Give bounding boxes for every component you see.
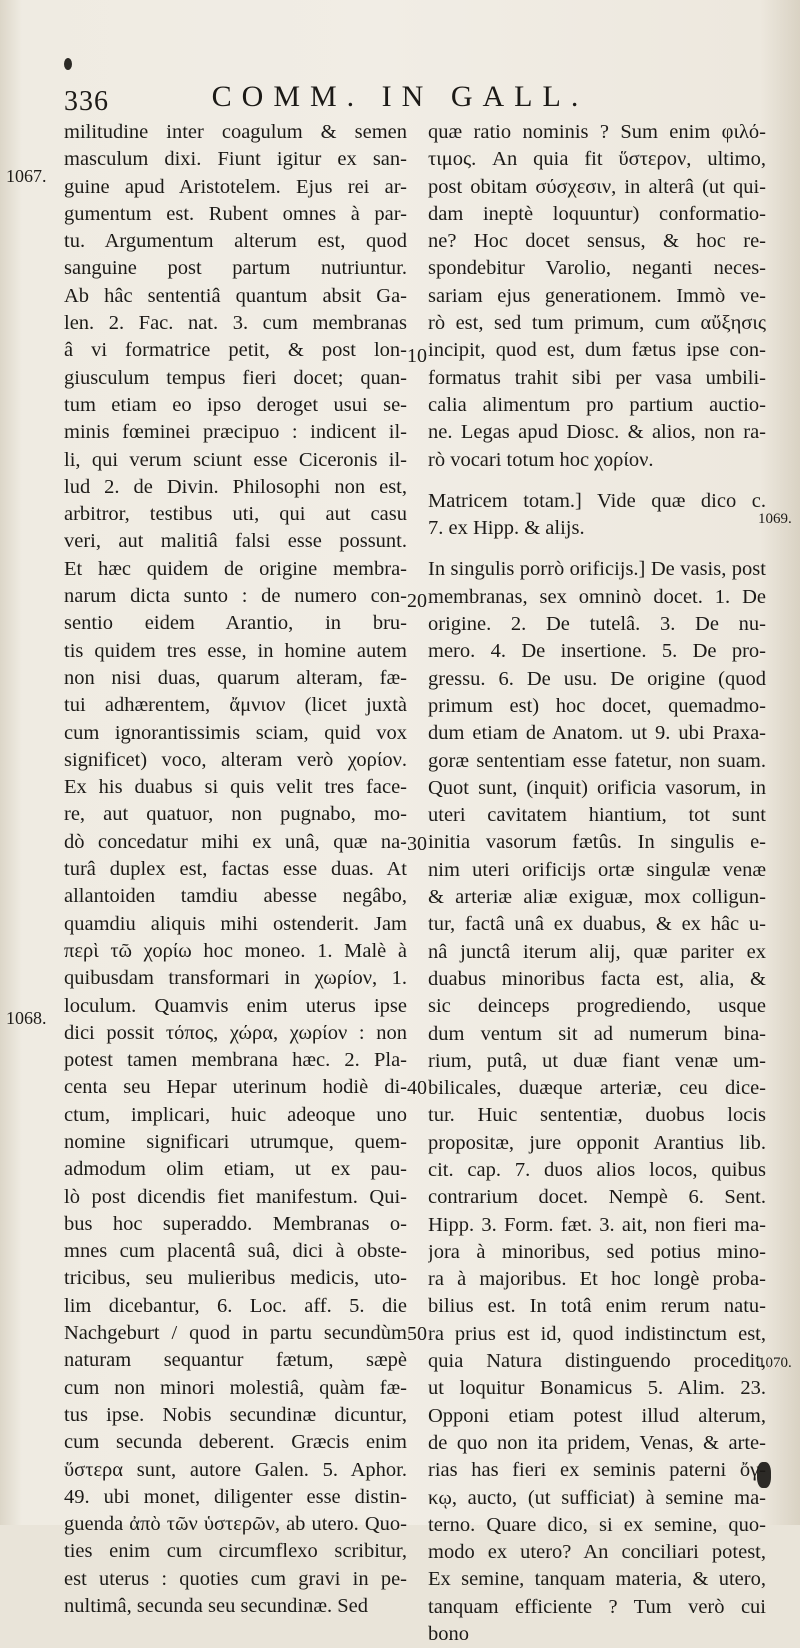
text-line: â vi formatrice petit, & post lon-	[64, 339, 407, 362]
text-line: nomine significari utrumque, quem-	[64, 1130, 407, 1153]
text-line: gumentum est. Rubent omnes à par-	[64, 202, 407, 225]
text-line: sariam ejus generationem. Immò ve-	[428, 284, 766, 307]
text-line: rium, putâ, ut duæ fiant venæ um-	[428, 1049, 766, 1072]
text-line: nultimâ, secunda seu secundinæ. Sed	[64, 1595, 369, 1618]
text-line: incipit, quod est, dum fætus ipse con-	[428, 339, 766, 362]
right-column	[428, 119, 766, 1648]
text-line: non nisi duas, quarum alteram, fæ-	[64, 666, 407, 689]
text-line: περὶ τῶ χορίω hoc moneo. 1. Malè à	[64, 939, 407, 962]
text-line: ctum, implicari, huic adeoque uno	[64, 1103, 407, 1126]
text-line: cum ignorantissimis sciam, quid vox	[64, 721, 407, 744]
line-number: 20	[407, 590, 427, 612]
page-number: 336	[64, 86, 109, 117]
text-line: nim uteri orificijs ortæ singulæ venæ	[428, 858, 766, 881]
text-line: tur. Huic sententiæ, duobus locis	[428, 1104, 766, 1127]
text-line: bus hoc superaddo. Membranas o-	[64, 1212, 407, 1235]
text-line: tis quidem tres esse, in homine autem	[64, 639, 407, 662]
text-line: Ex his duabus si quis velit tres face-	[64, 776, 407, 799]
text-line: ut loquitur Bonamicus 5. Alim. 23.	[428, 1377, 766, 1400]
line-number: 10	[407, 345, 427, 367]
text-line: li, qui verum sciunt esse Ciceronis il-	[64, 448, 407, 471]
text-line: sic deinceps progrediendo, usque	[428, 995, 766, 1018]
text-line: narum dicta sunto : de numero con-	[64, 585, 407, 608]
text-line: lò post dicendis fiet manifestum. Qui-	[64, 1185, 407, 1208]
text-line: ὕστερα sunt, autore Galen. 5. Aphor.	[64, 1458, 407, 1481]
text-line: quæ ratio nominis ? Sum enim φιλό-	[428, 121, 766, 143]
text-line: tum etiam eo ipso deroget usui se-	[64, 393, 407, 416]
text-line: dò concedatur mihi ex unâ, quæ na-	[64, 830, 407, 853]
text-line: Et hæc quidem de origine membra-	[64, 557, 407, 580]
text-line: tui adhærentem, ἄμνιον (licet juxtà	[64, 694, 407, 717]
text-line: rias has fieri ex seminis paterni ὄγ-	[428, 1459, 766, 1482]
text-line: tur, factâ unâ ex duabus, & ex hâc u-	[428, 913, 766, 936]
text-line: est uterus : quoties cum gravi in pe-	[64, 1567, 407, 1590]
ink-blot	[64, 58, 72, 70]
text-line: tus ipse. Nobis secundinæ dicuntur,	[64, 1403, 407, 1426]
text-line: cum non minori molestiâ, quàm fæ-	[64, 1376, 407, 1399]
text-line: de quo non ita pridem, Venas, & arte-	[428, 1431, 766, 1454]
text-line: duabus minoribus facta est, alia, &	[428, 967, 766, 990]
text-line: dici possit τόπος, χώρα, χωρίον : non	[64, 1021, 407, 1044]
text-line: rò est, sed tum primum, cum αὔξησις	[428, 312, 766, 335]
text-line: dam ineptè loquuntur) conformatio-	[428, 202, 766, 225]
text-line: calia alimentum pro partium auctio-	[428, 393, 766, 416]
text-line: tanquam efficiente ? Tum verò cui	[428, 1595, 766, 1618]
page-header	[60, 78, 740, 118]
text-line: quia Natura distinguendo procedit,	[428, 1350, 766, 1373]
text-line: potest tamen membrana hæc. 2. Pla-	[64, 1049, 407, 1072]
text-line: dum etiam de Anatom. ut 9. ubi Praxa-	[428, 722, 766, 745]
text-line: jora à minoribus, sed potius mino-	[428, 1240, 766, 1263]
text-line: sentio eidem Arantio, in bru-	[64, 612, 407, 635]
text-line: arbitror, testibus uti, qui aut casu	[64, 503, 407, 526]
text-line: bilicales, duæque arteriæ, ceu dice-	[428, 1077, 766, 1100]
text-line: membranas, sex omninò docet. 1. De	[428, 585, 766, 608]
text-line: guenda ἀπὸ τῶν ὑστερῶν, ab utero. Quo-	[64, 1513, 407, 1536]
text-line: & arteriæ aliæ exiguæ, mox colligun-	[428, 886, 766, 909]
text-line: post obitam σύσχεσιν, in alterâ (ut qui-	[428, 175, 766, 198]
text-line: tricibus, seu mulieribus medicis, uto-	[64, 1267, 407, 1290]
line-number: 30	[407, 833, 427, 855]
text-line: Quot sunt, (inquit) orificia vasorum, in	[428, 776, 766, 799]
text-line: formatus trahit sibi per vasa umbili-	[428, 366, 766, 389]
margin-note: 1068.	[6, 1008, 47, 1028]
text-line: uteri cavitatem hiantium, tot sunt	[428, 804, 766, 827]
text-line: cit. cap. 7. duos alios locos, quibus	[428, 1158, 766, 1181]
paragraph-gap	[428, 474, 766, 488]
text-line: 7. ex Hipp. & alijs.	[428, 517, 585, 540]
text-line: rò vocari totum hoc χορίον.	[428, 448, 654, 471]
text-line: cum secunda deberent. Græcis enim	[64, 1431, 407, 1454]
text-line: mnes cum placentâ suâ, dici à obste-	[64, 1240, 407, 1263]
text-line: contrarium docet. Nempè 6. Sent.	[428, 1186, 766, 1209]
margin-note: 1070.	[758, 1355, 792, 1371]
text-line: naturam sequantur fætum, sæpè	[64, 1349, 407, 1372]
text-line: τιμος. An quia fit ὕστερον, ultimo,	[428, 148, 766, 171]
margin-note: 1069.	[758, 511, 792, 527]
text-line: mero. 4. De insertione. 5. De pro-	[428, 640, 766, 663]
text-line: Hipp. 3. Form. fæt. 3. ait, non fieri ma-	[428, 1213, 766, 1236]
text-line: Nachgeburt / quod in partu secundùm	[64, 1322, 407, 1345]
text-line: spondebitur Varolio, neganti neces-	[428, 257, 766, 280]
text-line: propositæ, jure opponit Arantius lib.	[428, 1131, 766, 1154]
text-line: admodum olim etiam, ut ex pau-	[64, 1158, 407, 1181]
text-line: centa seu Hepar uterinum hodiè di-	[64, 1076, 407, 1099]
text-line: Opponi etiam potest illud alterum,	[428, 1404, 766, 1427]
text-line: nâ junctâ iterum alij, quæ pariter ex	[428, 940, 766, 963]
text-line: loculum. Quamvis enim uterus ipse	[64, 994, 407, 1017]
text-line: bilius est. In totâ enim rerum natu-	[428, 1295, 766, 1318]
text-line: sanguine post partum nutriuntur.	[64, 257, 407, 280]
paragraph-gap	[428, 542, 766, 556]
text-line: masculum dixi. Fiunt igitur ex san-	[64, 148, 407, 171]
left-column	[64, 119, 407, 1620]
text-line: minis fœminei præcipuo : indicent il-	[64, 421, 407, 444]
text-line: militudine inter coagulum & semen	[64, 121, 407, 143]
text-line: terno. Quare dico, si ex semine, quo-	[428, 1513, 766, 1536]
text-line: ra à majoribus. Et hoc longè proba-	[428, 1268, 766, 1291]
text-line: lud 2. de Divin. Philosophi non est,	[64, 475, 407, 498]
text-line: initia vasorum fætûs. In singulis e-	[428, 831, 766, 854]
text-line: guine apud Aristotelem. Ejus rei ar-	[64, 175, 407, 198]
text-line: allantoiden tamdiu abesse negâbo,	[64, 885, 407, 908]
text-line: gressu. 6. De usu. De origine (quod	[428, 667, 766, 690]
margin-note: 1067.	[6, 166, 47, 186]
text-line: len. 2. Fac. nat. 3. cum membranas	[64, 312, 407, 335]
text-line: ne. Legas apud Diosc. & alios, non ra-	[428, 421, 766, 444]
text-line: modo ex utero? An conciliari potest,	[428, 1541, 766, 1564]
text-line: origine. 2. De tutelâ. 3. De nu-	[428, 613, 766, 636]
text-line: Matricem totam.] Vide quæ dico c.	[428, 489, 766, 512]
text-line: primum est) hoc docet, quemadmo-	[428, 694, 766, 717]
text-line: bono	[428, 1623, 469, 1646]
text-line: Ex semine, tanquam materia, & utero,	[428, 1568, 766, 1591]
text-line: Ab hâc sententiâ quantum absit Ga-	[64, 284, 407, 307]
text-line: veri, aut malitiâ falsi esse possunt.	[64, 530, 407, 553]
text-line: In singulis porrò orificijs.] De vasis, post	[428, 558, 766, 581]
text-line: re, aut quatuor, non pugnabo, mo-	[64, 803, 407, 826]
text-line: ties enim cum circumflexo scribitur,	[64, 1540, 407, 1563]
text-line: quibusdam transformari in χωρίον, 1.	[64, 967, 407, 990]
text-line: κῳ, aucto, (ut sufficiat) à semine ma-	[428, 1486, 766, 1509]
text-line: lim dicebantur, 6. Loc. aff. 5. die	[64, 1294, 407, 1317]
text-line: 49. ubi monet, diligenter esse distin-	[64, 1485, 407, 1508]
text-line: goræ sententiam esse fatetur, non suam.	[428, 749, 766, 772]
text-line: turâ duplex est, factas esse duas. At	[64, 858, 407, 881]
text-line: ne? Hoc docet sensus, & hoc re-	[428, 230, 766, 253]
running-head: COMM. IN GALL.	[211, 80, 589, 113]
text-line: dum ventum sit ad numerum bina-	[428, 1022, 766, 1045]
text-line: ra prius est id, quod indistinctum est,	[428, 1322, 766, 1345]
line-number: 40	[407, 1077, 427, 1099]
line-number: 50	[407, 1323, 427, 1345]
text-line: tu. Argumentum alterum est, quod	[64, 230, 407, 253]
text-line: quamdiu aliquis mihi ostenderit. Jam	[64, 912, 407, 935]
text-line: significet) voco, alteram verò χορίον.	[64, 748, 407, 771]
text-line: giusculum tempus fieri docet; quan-	[64, 366, 407, 389]
